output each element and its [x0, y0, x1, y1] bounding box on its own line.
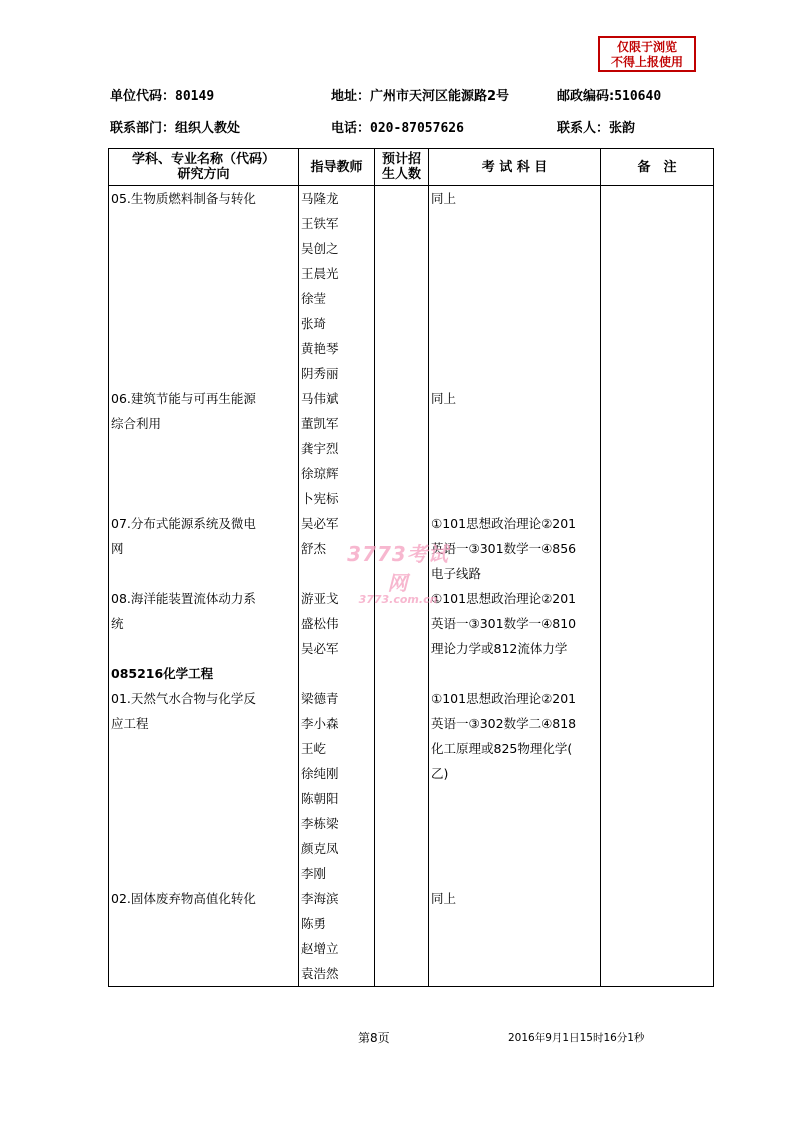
table-row	[109, 286, 714, 311]
cell-direction	[109, 461, 299, 486]
cell-remark	[601, 286, 714, 311]
cell-exam	[429, 961, 601, 987]
cell-remark	[601, 686, 714, 711]
header-subject-line1: 学科、专业名称（代码）	[131, 152, 275, 167]
contact-label: 联系人：	[557, 121, 610, 136]
print-timestamp: 2016年9月1日15时16分1秒	[508, 1032, 645, 1044]
cell-direction	[109, 811, 299, 836]
cell-direction: 05.生物质燃料制备与转化	[109, 186, 299, 212]
unit-code-label: 单位代码：	[110, 89, 176, 104]
cell-exam	[429, 411, 601, 436]
cell-remark	[601, 761, 714, 786]
cell-quota	[375, 211, 429, 236]
cell-exam	[429, 211, 601, 236]
cell-remark	[601, 586, 714, 611]
watermark	[338, 538, 458, 606]
table-row	[109, 636, 714, 661]
cell-remark	[601, 486, 714, 511]
header-quota-line1: 预计招	[381, 152, 421, 167]
cell-advisor: 李海滨	[299, 886, 375, 911]
cell-advisor: 马伟斌	[299, 386, 375, 411]
cell-quota	[375, 786, 429, 811]
cell-quota	[375, 411, 429, 436]
cell-exam: 同上	[429, 886, 601, 911]
cell-advisor: 卜宪标	[299, 486, 375, 511]
cell-remark	[601, 936, 714, 961]
cell-advisor: 王晨光	[299, 261, 375, 286]
cell-exam	[429, 486, 601, 511]
cell-exam: 电子线路	[429, 561, 601, 586]
cell-remark	[601, 661, 714, 686]
unit-code	[110, 85, 214, 104]
address-value: 广州市天河区能源路2号	[370, 89, 510, 104]
cell-direction: 01.天然气水合物与化学反	[109, 686, 299, 711]
cell-remark	[601, 361, 714, 386]
cell-quota	[375, 511, 429, 536]
cell-direction: 085216化学工程	[109, 661, 299, 686]
cell-advisor: 陈朝阳	[299, 786, 375, 811]
cell-remark	[601, 786, 714, 811]
cell-remark	[601, 211, 714, 236]
cell-quota	[375, 686, 429, 711]
cell-direction	[109, 836, 299, 861]
cell-advisor: 阴秀丽	[299, 361, 375, 386]
header-advisor: 指导教师	[299, 149, 375, 186]
cell-quota	[375, 311, 429, 336]
cell-exam	[429, 836, 601, 861]
cell-exam	[429, 236, 601, 261]
cell-exam	[429, 786, 601, 811]
cell-exam: 英语一③301数学一④856	[429, 536, 601, 561]
cell-advisor	[299, 661, 375, 686]
cell-quota	[375, 961, 429, 987]
postcode	[557, 85, 661, 104]
cell-quota	[375, 461, 429, 486]
table-row	[109, 261, 714, 286]
cell-exam: 英语一③302数学二④818	[429, 711, 601, 736]
cell-quota	[375, 611, 429, 636]
cell-advisor: 王铁军	[299, 211, 375, 236]
table-row	[109, 861, 714, 886]
cell-quota	[375, 661, 429, 686]
cell-remark	[601, 411, 714, 436]
cell-remark	[601, 386, 714, 411]
cell-quota	[375, 636, 429, 661]
cell-advisor: 马隆龙	[299, 186, 375, 212]
cell-remark	[601, 436, 714, 461]
cell-direction	[109, 936, 299, 961]
cell-remark	[601, 511, 714, 536]
table-row	[109, 961, 714, 987]
cell-advisor: 游亚戈	[299, 586, 375, 611]
cell-direction	[109, 336, 299, 361]
phone-label: 电话：	[331, 121, 371, 136]
cell-exam: 化工原理或825物理化学(	[429, 736, 601, 761]
cell-direction	[109, 861, 299, 886]
cell-direction: 02.固体废弃物高值化转化	[109, 886, 299, 911]
cell-exam: 同上	[429, 386, 601, 411]
header-quota-line2: 生人数	[381, 167, 421, 182]
cell-direction: 综合利用	[109, 411, 299, 436]
cell-remark	[601, 536, 714, 561]
cell-advisor: 吴必军	[299, 511, 375, 536]
cell-remark	[601, 336, 714, 361]
table-row	[109, 361, 714, 386]
cell-quota	[375, 261, 429, 286]
table-row	[109, 611, 714, 636]
dept-label: 联系部门：	[110, 121, 176, 136]
table-row	[109, 211, 714, 236]
cell-quota	[375, 711, 429, 736]
header-remarks: 备 注	[601, 149, 714, 186]
cell-direction	[109, 486, 299, 511]
cell-direction	[109, 261, 299, 286]
table-row	[109, 661, 714, 686]
cell-remark	[601, 886, 714, 911]
table-row	[109, 461, 714, 486]
cell-exam	[429, 911, 601, 936]
watermark-line-2: 3773.com.cn	[358, 593, 438, 606]
cell-advisor: 李小森	[299, 711, 375, 736]
cell-quota	[375, 386, 429, 411]
cell-quota	[375, 861, 429, 886]
cell-direction	[109, 361, 299, 386]
cell-quota	[375, 811, 429, 836]
table-row	[109, 786, 714, 811]
cell-exam: ①101思想政治理论②201	[429, 511, 601, 536]
cell-direction	[109, 761, 299, 786]
watermark-line-1: 3773考试网	[347, 542, 449, 595]
cell-remark	[601, 561, 714, 586]
cell-advisor: 王屹	[299, 736, 375, 761]
table-row	[109, 336, 714, 361]
cell-direction	[109, 236, 299, 261]
cell-direction: 网	[109, 536, 299, 561]
cell-advisor: 吴创之	[299, 236, 375, 261]
cell-remark	[601, 186, 714, 212]
table-row	[109, 836, 714, 861]
cell-quota	[375, 486, 429, 511]
cell-direction	[109, 961, 299, 987]
table-row	[109, 511, 714, 536]
table-row	[109, 311, 714, 336]
cell-quota	[375, 286, 429, 311]
cell-exam: 乙)	[429, 761, 601, 786]
cell-quota	[375, 911, 429, 936]
cell-advisor: 梁德青	[299, 686, 375, 711]
cell-exam	[429, 461, 601, 486]
cell-advisor: 盛松伟	[299, 611, 375, 636]
table-row	[109, 886, 714, 911]
dept-value: 组织人教处	[175, 121, 241, 136]
cell-quota	[375, 936, 429, 961]
cell-advisor: 董凯军	[299, 411, 375, 436]
cell-direction	[109, 911, 299, 936]
cell-exam	[429, 286, 601, 311]
cell-direction: 06.建筑节能与可再生能源	[109, 386, 299, 411]
cell-direction: 08.海洋能装置流体动力系	[109, 586, 299, 611]
unit-code-value: 80149	[175, 89, 215, 104]
cell-exam	[429, 436, 601, 461]
table-row	[109, 386, 714, 411]
postcode-label: 邮政编码:	[557, 89, 615, 104]
table-row	[109, 236, 714, 261]
cell-advisor: 李刚	[299, 861, 375, 886]
cell-direction	[109, 636, 299, 661]
cell-remark	[601, 911, 714, 936]
cell-advisor: 颜克凤	[299, 836, 375, 861]
cell-exam	[429, 361, 601, 386]
cell-quota	[375, 361, 429, 386]
cell-direction	[109, 311, 299, 336]
cell-quota	[375, 186, 429, 212]
cell-exam	[429, 261, 601, 286]
cell-remark	[601, 611, 714, 636]
cell-quota	[375, 886, 429, 911]
phone	[331, 117, 464, 136]
cell-quota	[375, 436, 429, 461]
table-row	[109, 911, 714, 936]
cell-exam	[429, 311, 601, 336]
cell-exam: ①101思想政治理论②201	[429, 686, 601, 711]
table-row	[109, 761, 714, 786]
table-row	[109, 686, 714, 711]
cell-remark	[601, 311, 714, 336]
cell-direction: 应工程	[109, 711, 299, 736]
cell-direction	[109, 736, 299, 761]
cell-direction: 07.分布式能源系统及微电	[109, 511, 299, 536]
cell-advisor: 徐莹	[299, 286, 375, 311]
cell-exam	[429, 936, 601, 961]
cell-exam	[429, 661, 601, 686]
header-subject	[109, 149, 299, 186]
table-row	[109, 736, 714, 761]
cell-advisor: 李栋梁	[299, 811, 375, 836]
cell-direction	[109, 786, 299, 811]
stamp-line-1: 仅限于浏览	[616, 40, 677, 54]
cell-quota	[375, 761, 429, 786]
cell-advisor: 赵增立	[299, 936, 375, 961]
header-subject-line2: 研究方向	[177, 167, 230, 182]
cell-exam: 理论力学或812流体力学	[429, 636, 601, 661]
table-row	[109, 936, 714, 961]
cell-remark	[601, 261, 714, 286]
cell-exam	[429, 336, 601, 361]
cell-exam: 英语一③301数学一④810	[429, 611, 601, 636]
cell-remark	[601, 636, 714, 661]
cell-advisor: 黄艳琴	[299, 336, 375, 361]
cell-quota	[375, 236, 429, 261]
cell-remark	[601, 811, 714, 836]
header-quota	[375, 149, 429, 186]
page-number: 第8页	[358, 1031, 390, 1045]
cell-exam: 同上	[429, 186, 601, 212]
browse-only-stamp	[598, 36, 696, 72]
postcode-value: 510640	[614, 89, 662, 104]
contact-value: 张韵	[609, 121, 636, 136]
contact-dept	[110, 117, 240, 136]
cell-quota	[375, 836, 429, 861]
cell-quota	[375, 336, 429, 361]
cell-remark	[601, 236, 714, 261]
cell-remark	[601, 961, 714, 987]
cell-remark	[601, 836, 714, 861]
cell-direction	[109, 211, 299, 236]
cell-advisor: 徐纯刚	[299, 761, 375, 786]
cell-direction	[109, 286, 299, 311]
cell-remark	[601, 461, 714, 486]
address-label: 地址：	[331, 89, 371, 104]
table-row	[109, 486, 714, 511]
cell-direction	[109, 436, 299, 461]
table-header-row	[109, 149, 714, 186]
cell-remark	[601, 736, 714, 761]
table-row	[109, 186, 714, 212]
table-row	[109, 436, 714, 461]
cell-quota	[375, 736, 429, 761]
header-exam-subjects: 考 试 科 目	[429, 149, 601, 186]
cell-advisor: 陈勇	[299, 911, 375, 936]
cell-advisor: 徐琼辉	[299, 461, 375, 486]
cell-advisor: 张琦	[299, 311, 375, 336]
cell-direction	[109, 561, 299, 586]
cell-exam	[429, 811, 601, 836]
cell-advisor: 龚宇烈	[299, 436, 375, 461]
cell-advisor: 袁浩然	[299, 961, 375, 987]
address	[331, 85, 509, 104]
cell-direction: 统	[109, 611, 299, 636]
phone-value: 020-87057626	[370, 121, 464, 136]
stamp-line-2: 不得上报使用	[610, 55, 683, 69]
contact-person	[557, 117, 635, 136]
table-row	[109, 411, 714, 436]
cell-exam	[429, 861, 601, 886]
table-row	[109, 711, 714, 736]
cell-remark	[601, 711, 714, 736]
table-row	[109, 811, 714, 836]
cell-remark	[601, 861, 714, 886]
cell-advisor: 吴必军	[299, 636, 375, 661]
cell-advisor: 舒杰	[299, 536, 375, 561]
cell-exam: ①101思想政治理论②201	[429, 586, 601, 611]
